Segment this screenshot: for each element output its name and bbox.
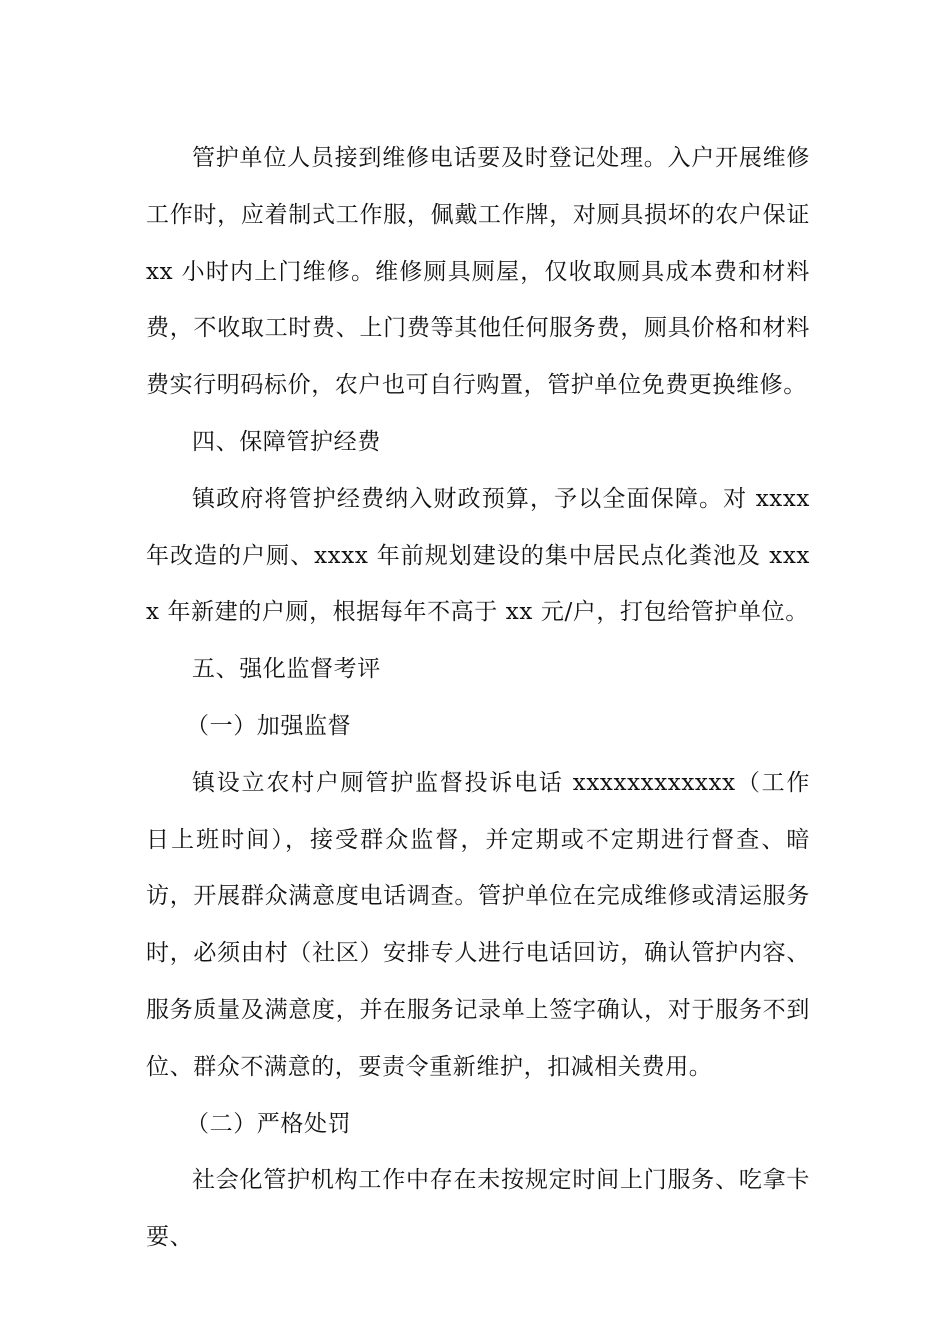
section-heading-funding: 四、保障管护经费 — [192, 428, 381, 455]
paragraph-supervision: 镇设立农村户厕管护监督投诉电话 xxxxxxxxxxxx（工作日上班时间），接受群众监督，并定期或不定期进行督查、暗访，开展群众满意度电话调查。管护单位在完成维修或清运服务时，必须由村（社区）安排专人进行电话回访，确认管护内容、服务质量及满意度，并在服务记录单上签字确认，对于服务不到位、群众不满意的，要责令重新维护，扣减相关费用。 — [146, 769, 810, 1080]
paragraph-penalty: 社会化管护机构工作中存在未按规定时间上门服务、吃拿卡要、 — [146, 1167, 810, 1251]
section-heading-supervision: 五、强化监督考评 — [192, 656, 381, 683]
paragraph-repair-service: 管护单位人员接到维修电话要及时登记处理。入户开展维修工作时，应着制式工作服，佩戴工作牌，对厕具损坏的农户保证 xx 小时内上门维修。维修厕具厕屋，仅收取厕具成本费和材料费，不收取工时费、上门费等其他任何服务费，厕具价格和材料费实行明码标价，农户也可自行购置，管护单位免费更换维修。 — [146, 145, 810, 399]
subheading-strict-penalty: （二）严格处罚 — [186, 1110, 352, 1137]
subheading-strengthen-supervision: （一）加强监督 — [186, 712, 352, 739]
paragraph-funding: 镇政府将管护经费纳入财政预算，予以全面保障。对 xxxx 年改造的户厕、xxxx 年前规划建设的集中居民点化粪池及 xxxx 年新建的户厕，根据每年不高于 xx 元/户，打包给管护单位。 — [146, 485, 810, 626]
document-body — [146, 130, 810, 1266]
